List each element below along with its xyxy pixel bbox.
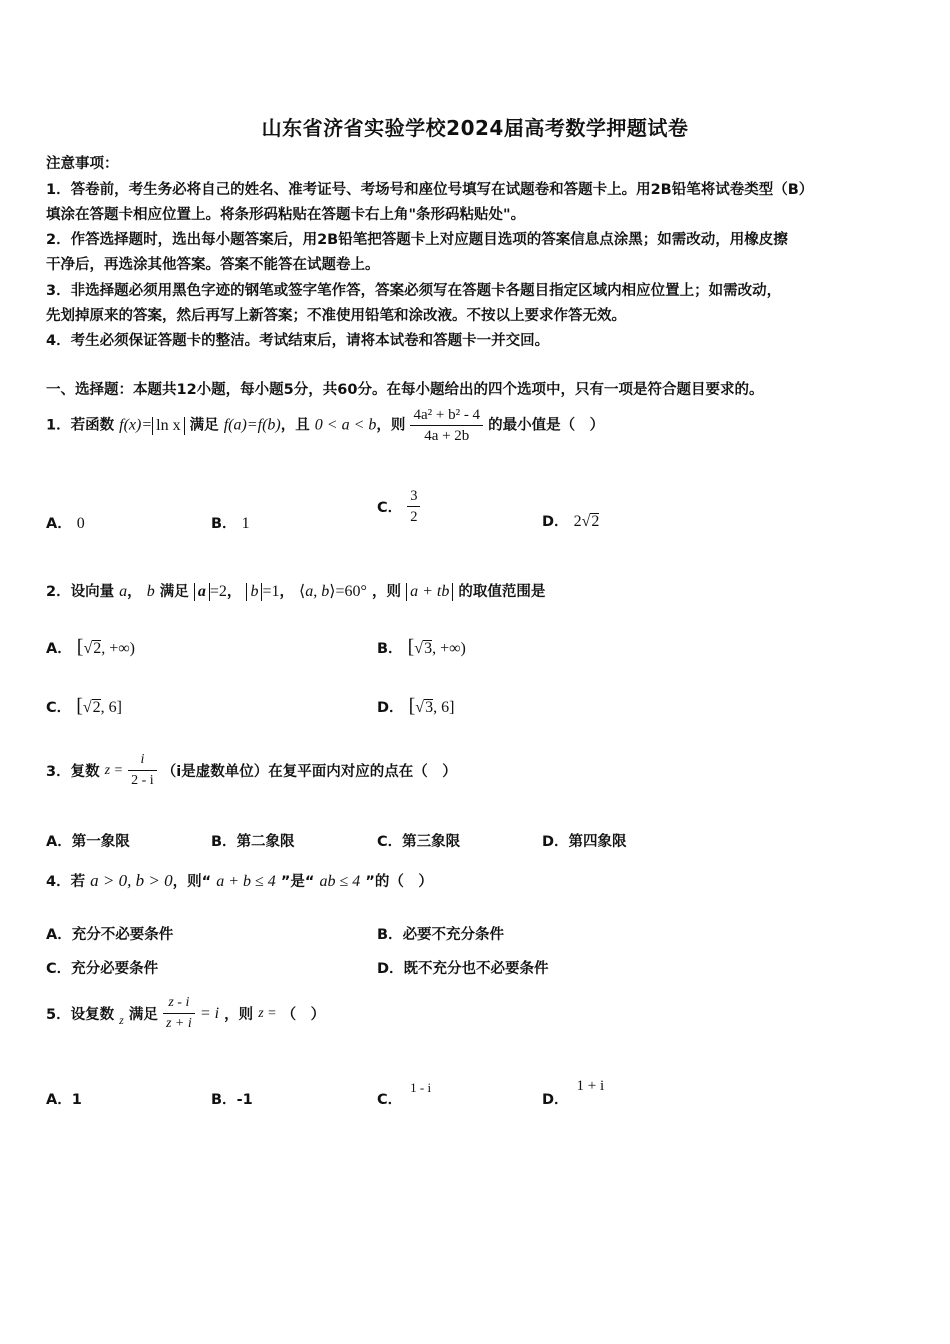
option-fraction [407,486,420,527]
q3-suffix: （i是虚数单位）在复平面内对应的点在（ ） [161,764,457,780]
q5-equals: = i [199,1004,220,1022]
option-label: D． [542,514,569,530]
option-bracket: [ [407,636,415,658]
option-label: C． [377,1092,403,1108]
question-5 [46,993,325,1034]
option-text: 第四象限 [568,834,627,850]
q4-option-c[interactable] [46,957,158,978]
q4-option-a[interactable] [46,923,173,944]
option-radicand: 2 [92,699,101,716]
option-label: A． [46,927,72,943]
q2-norm-a-value: =2 [209,583,227,600]
section-heading: 一、选择题：本题共12小题，每小题5分，共60分。在每小题给出的四个选项中，只有一项是符合题目要求的。 [46,382,764,398]
q2-prefix: 2．设向量 [46,584,115,600]
option-rest: , +∞) [432,640,466,657]
q5-prefix: 5．设复数 [46,1007,115,1023]
option-radicand: 2 [591,513,600,530]
q2-vector-a: a [119,583,128,600]
q1-fraction-denominator: 4a + 2b [424,428,470,444]
option-label: C． [46,961,72,977]
q1-suffix: 的最小值是（ ） [488,417,605,434]
q5-text: ，则 [224,1007,254,1023]
question-2: 2．设向量 a， b 满足 a =2， b =1， ⟨a, b⟩=60° ，则 a + tb 的取值范围是 [46,583,546,600]
q1-fraction [410,405,483,446]
option-label: A． [46,641,72,657]
option-text: 第三象限 [402,834,461,850]
option-radicand: 3 [425,699,434,716]
option-rest: , 6] [433,699,455,716]
option-rest: , +∞) [101,640,136,657]
option-label: C． [46,700,72,716]
q3-option-a[interactable] [46,830,130,851]
option-label: D． [542,834,569,850]
q4-text: ”是“ [280,874,315,890]
option-label: B． [211,516,237,532]
option-radicand: 2 [93,640,102,657]
q2-option-c[interactable]: C． [√2, 6] [46,695,122,717]
q4-statement-q: ab ≤ 4 [319,873,361,890]
option-label: A． [46,1092,72,1108]
fraction-denominator: 2 - i [131,773,154,788]
q5-variable: z [119,1013,124,1027]
q2-separator: ， [127,584,142,600]
option-label: B． [377,927,403,943]
option-radicand: 3 [424,640,433,657]
question-1 [46,405,604,446]
q1-prefix: 1．若函数 [46,417,115,434]
q2-angle-value: =60° [335,583,367,600]
q1-condition: 0 < a < b [314,416,377,434]
q4-option-d[interactable] [377,957,549,978]
page-title: 山东省济省实验学校2024届高考数学押题试卷 [261,116,689,140]
option-label: A． [46,516,72,532]
q1-fraction-numerator: 4a² + b² - 4 [410,405,483,426]
notice-line: 干净后，再选涂其他答案。答案不能答在试题卷上。 [46,257,380,273]
option-text: 1 - i [410,1080,432,1095]
option-value: 0 [76,515,85,532]
option-bracket: [ [76,695,83,717]
q4-statement-p: a + b ≤ 4 [216,873,276,890]
q2-angle: a, b [305,583,330,600]
q2-norm-a: a [194,583,210,601]
fraction-numerator: z - i [163,993,195,1014]
option-text: 必要不充分条件 [402,927,505,943]
q4-suffix: ”的（ ） [365,874,433,890]
q2-option-b[interactable]: B． [√3, +∞) [377,636,466,658]
option-label: A． [46,834,72,850]
q1-equation: f(a)=f(b) [223,416,281,434]
option-label: B． [211,834,237,850]
option-label: D． [377,961,404,977]
q1-option-b[interactable] [211,512,250,533]
q1-option-c[interactable] [377,486,420,527]
q2-vector-b: b [146,583,155,600]
q5-option-d[interactable] [542,1074,605,1108]
q4-prefix: 4．若 [46,874,86,890]
q3-fraction [128,750,157,791]
q2-text: ，则 [372,584,402,600]
q5-z-equals: z = [258,1005,277,1021]
q2-option-a[interactable]: A． [√2, +∞) [46,636,136,658]
q5-fraction [163,993,195,1034]
option-label: C． [377,500,403,516]
question-3 [46,750,457,791]
option-text: 1 [71,1092,82,1108]
q3-z-equals: z = [104,762,124,778]
notice-heading: 注意事项： [46,156,119,172]
q4-option-b[interactable] [377,923,504,944]
notice-line: 1．答卷前，考生务必将自己的姓名、准考证号、考场号和座位号填写在试题卷和答题卡上。用2B铅笔将试卷类型（B） [46,182,814,198]
fraction-numerator: 3 [407,486,420,507]
option-label: B． [377,641,403,657]
option-label: B． [211,1092,237,1108]
option-text: 充分必要条件 [71,961,159,977]
fraction-denominator: 2 [410,509,418,525]
q1-text: 满足 [189,417,219,434]
q3-prefix: 3．复数 [46,764,100,780]
option-value: 1 [241,515,250,532]
option-bracket: [ [76,636,84,658]
q5-option-b[interactable] [211,1088,253,1109]
notice-line: 填涂在答题卡相应位置上。将条形码粘贴在答题卡右上角"条形码粘贴处"。 [46,207,526,223]
q1-text: ，且 [280,417,310,434]
q3-option-b[interactable] [211,830,295,851]
option-coefficient: 2 [573,513,582,530]
q2-text: 满足 [159,584,189,600]
q5-option-c[interactable] [377,1076,432,1108]
q2-option-d[interactable]: D． [√3, 6] [377,695,455,717]
q5-text: 满足 [128,1007,158,1023]
notice-line: 2．作答选择题时，选出每小题答案后，用2B铅笔把答题卡上对应题目选项的答案信息点涂黑；如需改动，用橡皮擦 [46,232,788,248]
option-text: 1 + i [576,1078,605,1094]
q1-text: ，则 [376,417,406,434]
q4-condition: a > 0, b > 0 [90,871,173,890]
fraction-numerator: i [128,750,157,771]
option-text: -1 [236,1092,253,1108]
option-text: 第一象限 [71,834,130,850]
notice-line: 4．考生必须保证答题卡的整洁。考试结束后，请将本试卷和答题卡一并交回。 [46,333,550,349]
q1-option-d[interactable]: D． 2√2 [542,513,600,530]
q2-norm-b-value: =1 [262,583,280,600]
option-label: C． [377,834,403,850]
option-bracket: [ [408,695,416,717]
q1-function: f(x)= [119,416,153,434]
q5-suffix: （ ） [281,1007,326,1023]
option-rest: , 6] [100,699,122,716]
option-text: 第二象限 [236,834,295,850]
option-text: 既不充分也不必要条件 [403,961,549,977]
option-text: 充分不必要条件 [71,927,174,943]
notice-line: 先划掉原来的答案，然后再写上新答案；不准使用铅笔和涂改液。不按以上要求作答无效。 [46,308,626,324]
q5-option-a[interactable] [46,1088,82,1109]
fraction-denominator: z + i [165,1016,192,1031]
q1-abs-ln: ln x [152,417,184,435]
question-4 [46,870,433,891]
q3-option-c[interactable] [377,830,460,851]
option-label: D． [542,1092,569,1108]
q3-option-d[interactable] [542,830,627,851]
q4-text: ，则“ [172,874,212,890]
q2-expression: a + tb [406,583,453,601]
q2-suffix: 的取值范围是 [458,584,546,600]
q2-norm-b: b [246,583,262,601]
option-label: D． [377,700,404,716]
q1-option-a[interactable] [46,512,85,533]
notice-line: 3．非选择题必须用黑色字迹的钢笔或签字笔作答，答案必须写在答题卡各题目指定区域内相应位置上；如需改动， [46,283,782,299]
